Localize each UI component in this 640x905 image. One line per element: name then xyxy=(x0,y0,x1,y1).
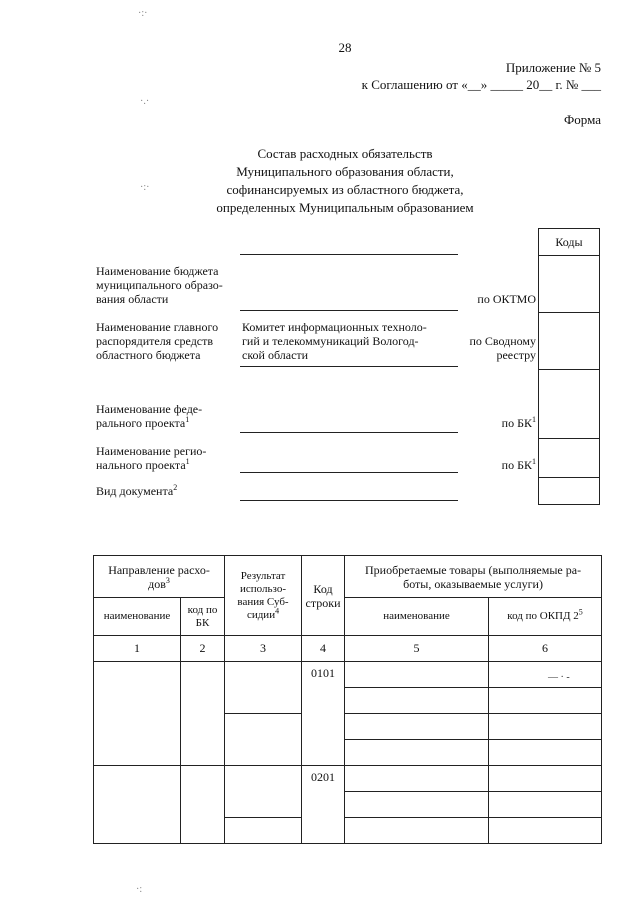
result-cell[interactable] xyxy=(225,818,302,844)
document-title xyxy=(150,145,540,217)
code-cell-registry[interactable] xyxy=(539,313,600,370)
okpd-code-cell[interactable] xyxy=(489,740,602,766)
header-line: код по ОКПД 2 xyxy=(507,610,579,622)
registry-label xyxy=(455,334,536,362)
header-okpd-code xyxy=(489,598,602,636)
footnote-mark: 3 xyxy=(165,575,170,585)
header-goods-name: наименование xyxy=(345,598,489,636)
header-line: вания Суб- xyxy=(237,595,289,608)
regional-underline xyxy=(240,472,458,473)
goods-name-cell[interactable] xyxy=(345,714,489,740)
bk-code-cell[interactable] xyxy=(181,766,225,844)
footnote-mark: 1 xyxy=(185,415,190,424)
header-line: Направление расхо- xyxy=(108,562,210,577)
direction-name-cell[interactable] xyxy=(94,662,181,766)
goods-name-cell[interactable] xyxy=(345,740,489,766)
label-line: вания области xyxy=(96,292,169,306)
label-line: Наименование феде- xyxy=(96,402,203,416)
budget-name-underline xyxy=(240,310,458,311)
scan-speck: ·: xyxy=(136,884,143,895)
column-number: 3 xyxy=(225,636,302,662)
footnote-mark: 4 xyxy=(275,605,280,615)
regional-project-label xyxy=(96,444,241,472)
header-line: Приобретаемые товары (выполняемые ра- xyxy=(364,562,582,577)
result-cell[interactable] xyxy=(225,714,302,766)
agreement-reference: к Соглашению от «__» _____ 20__ г. № ___ xyxy=(361,77,601,92)
title-line: определенных Муниципальным образованием xyxy=(216,200,474,215)
distributor-underline xyxy=(240,366,458,367)
footnote-mark: 5 xyxy=(578,607,583,617)
footnote-mark: 1 xyxy=(532,457,536,466)
federal-underline xyxy=(240,432,458,433)
header-line: Код xyxy=(313,581,333,596)
header-line: использо- xyxy=(240,582,286,595)
federal-code-label xyxy=(470,416,536,430)
label-text: по БК xyxy=(501,416,532,430)
header-line: боты, оказываемые услуги) xyxy=(403,576,543,591)
bk-code-cell[interactable] xyxy=(181,662,225,766)
scan-speck: ·:· xyxy=(138,8,148,19)
column-number: 2 xyxy=(181,636,225,662)
column-number: 5 xyxy=(345,636,489,662)
code-cell-doc-type[interactable] xyxy=(539,478,600,505)
distributor-label xyxy=(96,320,241,362)
direction-name-cell[interactable] xyxy=(94,766,181,844)
distributor-value[interactable] xyxy=(242,320,460,362)
label-line: Наименование регио- xyxy=(96,444,207,458)
label-line: Наименование главного xyxy=(96,320,219,334)
okpd-code-cell[interactable] xyxy=(489,792,602,818)
header-direction-name: наименование xyxy=(94,598,181,636)
header-direction xyxy=(94,556,225,598)
title-line: Состав расходных обязательств xyxy=(257,146,433,161)
goods-name-cell[interactable] xyxy=(345,766,489,792)
label-line: распорядителя средств xyxy=(96,334,214,348)
budget-name-label xyxy=(96,264,241,306)
label-line: нального проекта xyxy=(96,458,186,472)
header-line: Результат xyxy=(240,569,286,582)
label-line: рального проекта xyxy=(96,416,186,430)
field-underline xyxy=(240,254,458,255)
okpd-code-cell[interactable] xyxy=(489,766,602,792)
label-text: по БК xyxy=(501,458,532,472)
scan-speck: ·.· xyxy=(140,96,150,107)
code-cell-federal[interactable] xyxy=(539,370,600,439)
title-line: Муниципального образования области, xyxy=(236,164,454,179)
header-row-code xyxy=(302,556,345,636)
scan-speck: — · - xyxy=(548,672,570,683)
column-number: 1 xyxy=(94,636,181,662)
footnote-mark: 2 xyxy=(173,483,178,492)
regional-code-label xyxy=(470,458,536,472)
column-number: 6 xyxy=(489,636,602,662)
expense-table xyxy=(93,555,602,844)
header-line: дов xyxy=(148,576,166,591)
header-result xyxy=(225,556,302,636)
header-line: БК xyxy=(195,616,210,629)
header-line: сидии xyxy=(246,608,276,621)
header-line: код по xyxy=(187,603,218,616)
page-number: 28 xyxy=(338,40,352,55)
header-line: строки xyxy=(305,595,341,610)
goods-name-cell[interactable] xyxy=(345,662,489,688)
goods-name-cell[interactable] xyxy=(345,818,489,844)
label-line: реестру xyxy=(496,348,536,362)
footnote-mark: 1 xyxy=(185,457,190,466)
value-line: Комитет информационных техноло- xyxy=(242,320,427,334)
okpd-code-cell[interactable] xyxy=(489,818,602,844)
row-code-cell: 0101 xyxy=(302,662,345,766)
okpd-code-cell[interactable] xyxy=(489,688,602,714)
label-line: муниципального образо- xyxy=(96,278,223,292)
codes-header: Коды xyxy=(539,229,600,256)
row-code-cell: 0201 xyxy=(302,766,345,844)
code-cell-regional[interactable] xyxy=(539,439,600,478)
label-line: Наименование бюджета xyxy=(96,264,219,278)
form-label: Форма xyxy=(564,112,601,127)
value-line: ской области xyxy=(242,348,309,362)
label-line: областного бюджета xyxy=(96,348,201,362)
appendix-title: Приложение № 5 xyxy=(505,60,601,75)
codes-table xyxy=(538,228,600,505)
federal-project-label xyxy=(96,402,241,430)
result-cell[interactable] xyxy=(225,662,302,714)
column-number: 4 xyxy=(302,636,345,662)
doc-type-underline xyxy=(240,500,458,501)
result-cell[interactable] xyxy=(225,766,302,818)
header-goods xyxy=(345,556,602,598)
label-text: Вид документа xyxy=(96,484,174,498)
code-cell-oktmo[interactable] xyxy=(539,256,600,313)
value-line: гий и телекоммуникаций Вологод- xyxy=(242,334,419,348)
okpd-code-cell[interactable] xyxy=(489,714,602,740)
oktmo-label: по ОКТМО xyxy=(477,292,536,306)
title-line: софинансируемых из областного бюджета, xyxy=(226,182,464,197)
header-bk-code xyxy=(181,598,225,636)
okpd-code-cell[interactable] xyxy=(489,662,602,688)
footnote-mark: 1 xyxy=(532,415,536,424)
goods-name-cell[interactable] xyxy=(345,792,489,818)
label-line: по Сводному xyxy=(469,334,536,348)
doc-type-label xyxy=(96,484,241,498)
scan-speck: ·:· xyxy=(140,182,150,193)
goods-name-cell[interactable] xyxy=(345,688,489,714)
